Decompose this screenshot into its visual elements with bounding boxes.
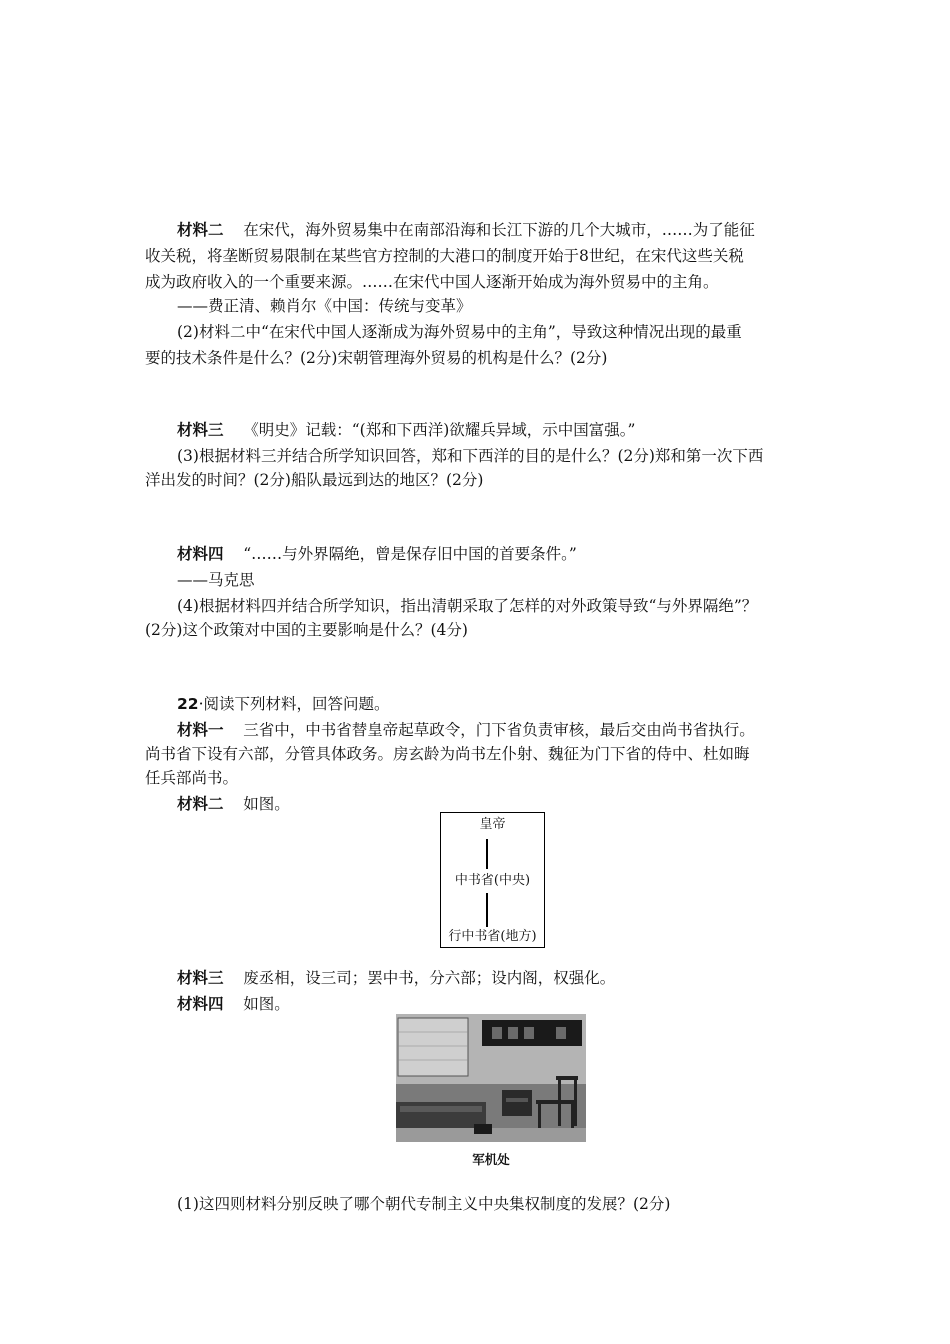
q22-material-1-line-2: 尚书省下设有六部，分管具体政务。房玄龄为尚书左仆射、魏征为门下省的侍中、杜如晦: [145, 745, 750, 763]
q22-material-2-text: 如图。: [243, 795, 290, 813]
question-2-line-2: 要的技术条件是什么？(2分)宋朝管理海外贸易的机构是什么？(2分): [145, 349, 608, 367]
q22-material-1-label: 材料一: [177, 721, 224, 739]
q22-material-3: [177, 968, 615, 988]
material-3-label: 材料三: [177, 421, 224, 439]
material-2-label: 材料二: [177, 221, 224, 239]
q22-material-1-text: 三省中，中书省替皇帝起草政令，门下省负责审核，最后交由尚书省执行。: [243, 721, 755, 739]
photo-caption: 军机处: [472, 1152, 510, 1167]
material-4: [177, 544, 577, 564]
question-22-intro: [177, 694, 390, 714]
yuan-administration-diagram: [440, 812, 545, 948]
material-2-line-1: [177, 220, 755, 240]
material-2-source: ——费正清、赖肖尔《中国：传统与变革》: [177, 297, 472, 315]
question-22-instruction: ·阅读下列材料，回答问题。: [198, 695, 390, 713]
material-3-text: 《明史》记载：“(郑和下西洋)欲耀兵异域，示中国富强。”: [243, 421, 636, 439]
material-4-source: ——马克思: [177, 571, 255, 589]
q22-material-3-label: 材料三: [177, 969, 224, 987]
question-3-line-2: 洋出发的时间？(2分)船队最远到达的地区？(2分): [145, 471, 484, 489]
diagram-connector-top: [486, 839, 488, 869]
diagram-connector-bottom: [486, 893, 488, 927]
question-22-number: 22: [177, 695, 199, 713]
material-4-text: “……与外界隔绝，曾是保存旧中国的首要条件。”: [243, 545, 577, 563]
material-4-label: 材料四: [177, 545, 224, 563]
q22-question-1: (1)这四则材料分别反映了哪个朝代专制主义中央集权制度的发展？(2分): [177, 1195, 671, 1213]
q22-material-1-line-1: [177, 720, 755, 740]
grand-council-photo: [396, 1014, 586, 1142]
q22-material-2-label: 材料二: [177, 795, 224, 813]
diagram-node-emperor: 皇帝: [441, 817, 544, 833]
question-3-line-1: (3)根据材料三并结合所学知识回答，郑和下西洋的目的是什么？(2分)郑和第一次下西: [177, 447, 764, 465]
material-2-line-3: 成为政府收入的一个重要来源。……在宋代中国人逐渐开始成为海外贸易中的主角。: [145, 273, 719, 291]
q22-material-1-line-3: 任兵部尚书。: [145, 769, 239, 787]
material-2-line-2: 收关税，将垄断贸易限制在某些官方控制的大港口的制度开始于8世纪，在宋代这些关税: [145, 247, 744, 265]
q22-material-2: [177, 794, 290, 814]
q22-material-4-text: 如图。: [243, 995, 290, 1013]
question-4-line-2: (2分)这个政策对中国的主要影响是什么？(4分): [145, 621, 468, 639]
q22-material-4-label: 材料四: [177, 995, 224, 1013]
question-2-line-1: (2)材料二中“在宋代中国人逐渐成为海外贸易中的主角”，导致这种情况出现的最重: [177, 323, 742, 341]
q22-material-4: [177, 994, 290, 1014]
diagram-node-local: 行中书省(地方): [441, 929, 544, 945]
material-2-text: 在宋代，海外贸易集中在南部沿海和长江下游的几个大城市，……为了能征: [243, 221, 755, 239]
diagram-node-central: 中书省(中央): [441, 873, 544, 889]
material-3: [177, 420, 635, 440]
grand-council-photo-svg: [396, 1014, 586, 1142]
q22-material-3-text: 废丞相，设三司；罢中书，分六部；设内阁，权强化。: [243, 969, 616, 987]
question-4-line-1: (4)根据材料四并结合所学知识，指出清朝采取了怎样的对外政策导致“与外界隔绝”？: [177, 597, 758, 615]
